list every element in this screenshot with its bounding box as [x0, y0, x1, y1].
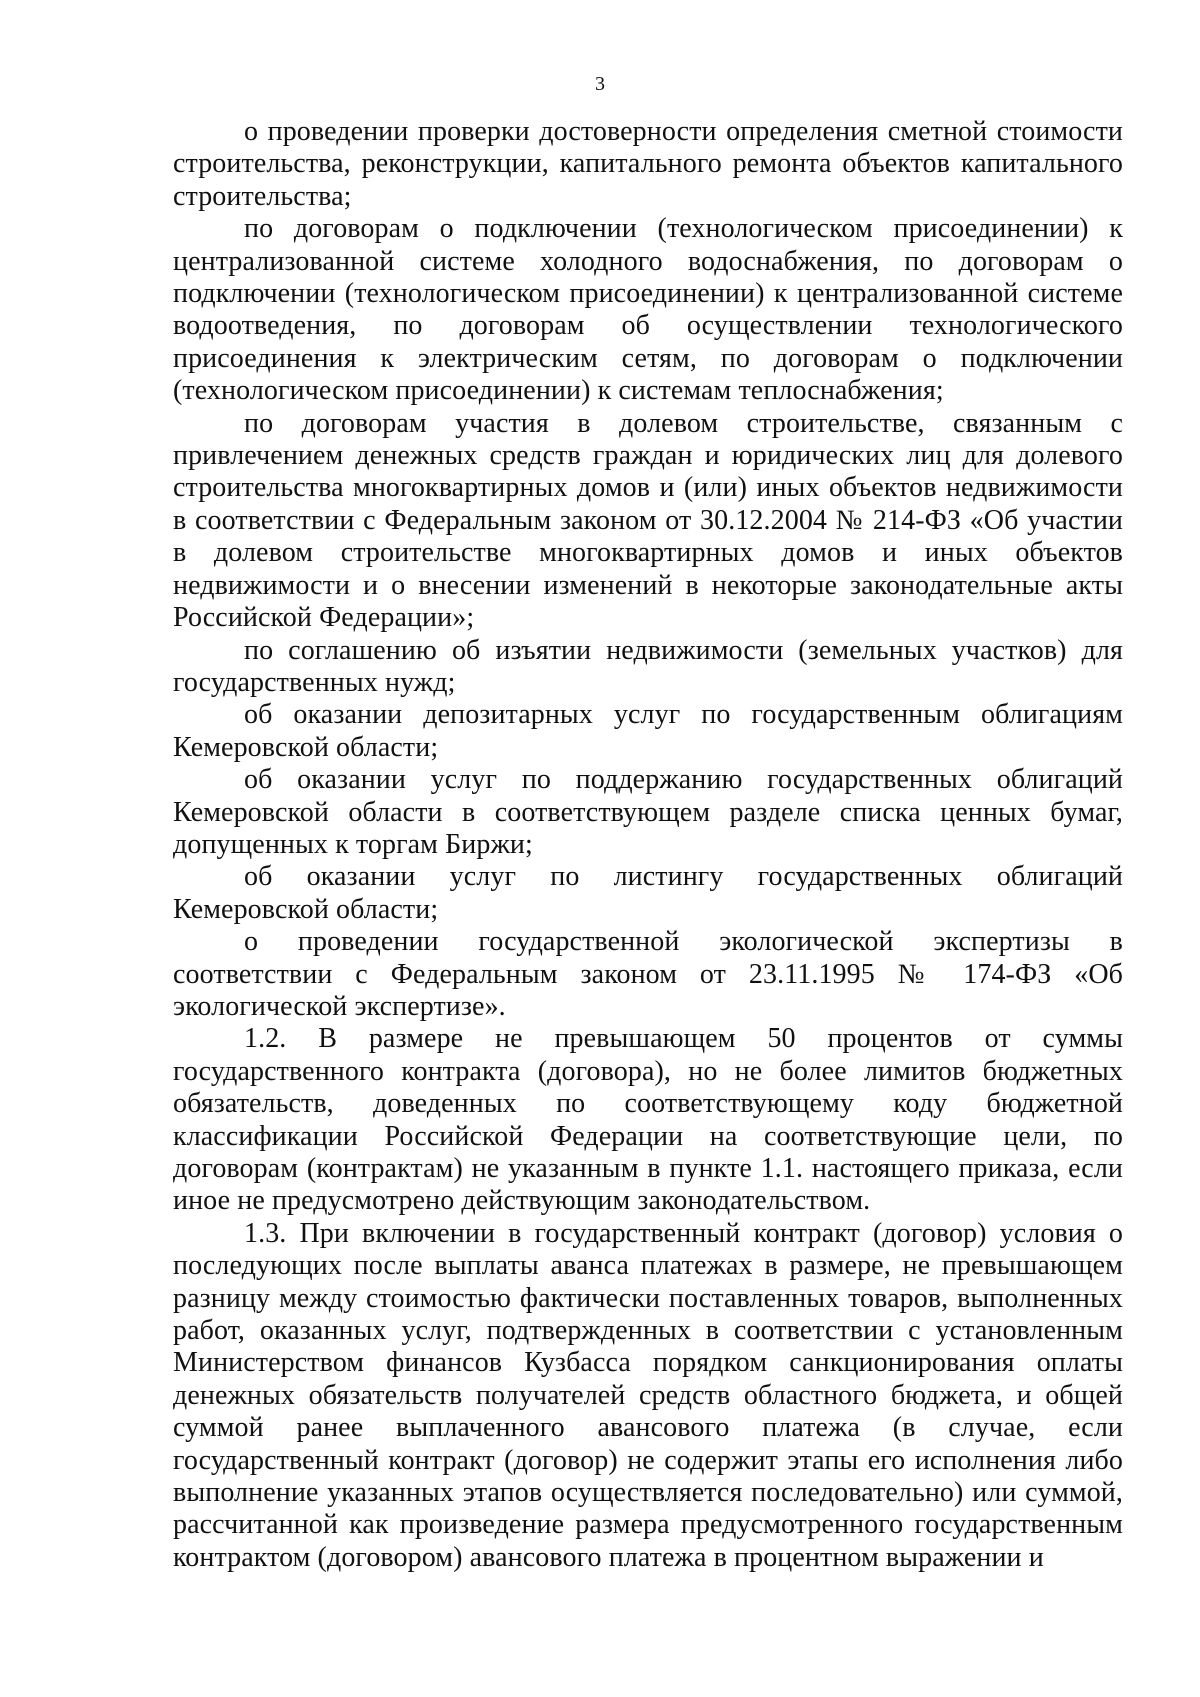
paragraph-6: об оказании услуг по поддержанию государственных облигаций Кемеровской области в соответствующем разделе списка ценных бумаг, допущенных к торгам Биржи; [173, 764, 1123, 860]
paragraph-4: по соглашению об изъятии недвижимости (земельных участков) для государственных нужд; [173, 634, 1123, 698]
paragraph-10: 1.3. При включении в государственный контракт (договор) условия о последующих после выплаты аванса платежах в размере, не превышающем разницу между стоимостью фактически поставленных товаров, выполненных работ, оказанных услуг, подтвержденных в соответствии с установленным Министерством финансов Кузбасса порядком санкционирования оплаты денежных обязательств получателей средств областного бюджета, и общей суммой ранее выплаченного авансового платежа (в случае, если государственный контракт (договор) не содержит этапы его исполнения либо выполнение указанных этапов осуществляется последовательно) или суммой, рассчитанной как произведение размера предусмотренного государственным контрактом (договором) авансового платежа в процентном выражении и [173, 1217, 1123, 1573]
page-number: 3 [595, 73, 605, 95]
paragraph-9: 1.2. В размере не превышающем 50 процентов от суммы государственного контракта (договора), но не более лимитов бюджетных обязательств, доведенных по соответствующему коду бюджетной классификации Российской Федерации на соответствующие цели, по договорам (контрактам) не указанным в пункте 1.1. настоящего приказа, если иное не предусмотрено действующим законодательством. [173, 1023, 1123, 1217]
document-body [173, 116, 1123, 1574]
paragraph-1: о проведении проверки достоверности определения сметной стоимости строительства, реконструкции, капитального ремонта объектов капитального строительства; [173, 116, 1123, 212]
paragraph-7: об оказании услуг по листингу государственных облигаций Кемеровской области; [173, 861, 1123, 925]
paragraph-3: по договорам участия в долевом строительстве, связанным с привлечением денежных средств граждан и юридических лиц для долевого строительства многоквартирных домов и (или) иных объектов недвижимости в соответствии с Федеральным законом от 30.12.2004 № 214-ФЗ «Об участии в долевом строительстве многоквартирных домов и иных объектов недвижимости и о внесении изменений в некоторые законодательные акты Российской Федерации»; [173, 407, 1123, 634]
paragraph-2: по договорам о подключении (технологическом присоединении) к централизованной системе холодного водоснабжения, по договорам о подключении (технологическом присоединении) к централизованной системе водоотведения, по договорам об осуществлении технологического присоединения к электрическим сетям, по договорам о подключении (технологическом присоединении) к системам теплоснабжения; [173, 213, 1123, 407]
paragraph-5: об оказании депозитарных услуг по государственным облигациям Кемеровской области; [173, 699, 1123, 763]
paragraph-8: о проведении государственной экологической экспертизы в соответствии с Федеральным законом от 23.11.1995 № 174-ФЗ «Об экологической экспертизе». [173, 926, 1123, 1022]
